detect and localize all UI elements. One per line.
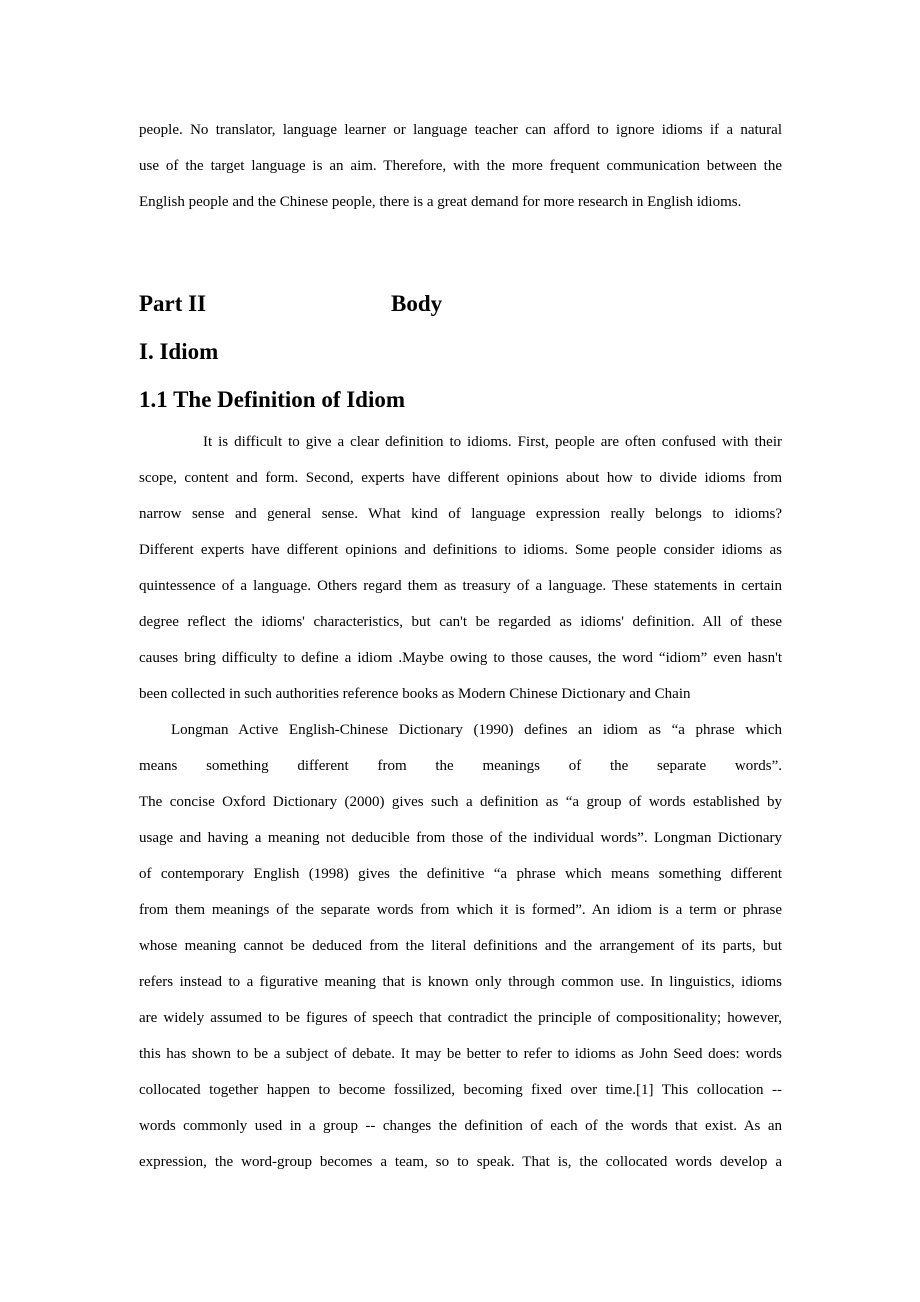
text-line: Longman Active English-Chinese Dictionary (1990) defines an idiom as “a phrase which [171, 722, 782, 738]
definition-paragraph-1 [139, 424, 782, 712]
text-line: collocated together happen to become fossilized, becoming fixed over time.[1] This collocation -- [139, 1082, 782, 1098]
text-line: been collected in such authorities reference books as Modern Chinese Dictionary and Chain [139, 686, 691, 702]
text-line: narrow sense and general sense. What kind of language expression really belongs to idioms? [139, 506, 782, 522]
text-line: causes bring difficulty to define a idiom .Maybe owing to those causes, the word “idiom” even hasn't [139, 650, 782, 666]
text-line: words commonly used in a group -- changes the definition of each of the words that exist. As an [139, 1118, 782, 1134]
text-line: from them meanings of the separate words from which it is formed”. An idiom is a term or phrase [139, 902, 782, 918]
document-page [139, 112, 782, 1180]
text-line: whose meaning cannot be deduced from the literal definitions and the arrangement of its parts, but [139, 938, 782, 954]
text-line: expression, the word-group becomes a team, so to speak. That is, the collocated words develop a [139, 1154, 782, 1170]
paragraph-gap [139, 220, 782, 280]
section-heading: I. Idiom [139, 339, 219, 364]
part-title: Body [391, 291, 443, 316]
definition-paragraph-2 [139, 712, 782, 1180]
text-line: are widely assumed to be figures of speech that contradict the principle of compositionality; however, [139, 1010, 782, 1026]
text-line: English people and the Chinese people, there is a great demand for more research in English idioms. [139, 194, 742, 210]
text-line: quintessence of a language. Others regard them as treasury of a language. These statements in certain [139, 578, 782, 594]
text-line: this has shown to be a subject of debate. It may be better to refer to idioms as John Seed does: words [139, 1046, 782, 1062]
text-line: usage and having a meaning not deducible from those of the individual words”. Longman Dictionary [139, 830, 782, 846]
text-line: use of the target language is an aim. Therefore, with the more frequent communication between the [139, 158, 782, 174]
text-line: people. No translator, language learner or language teacher can afford to ignore idioms if a natural [139, 122, 782, 138]
text-line: means something different from the meanings of the separate words”. [139, 758, 782, 774]
text-line: The concise Oxford Dictionary (2000) gives such a definition as “a group of words established by [139, 794, 782, 810]
text-line: It is difficult to give a clear definition to idioms. First, people are often confused with their [203, 434, 782, 450]
text-line: Different experts have different opinions and definitions to idioms. Some people consider idioms as [139, 542, 782, 558]
text-line: refers instead to a figurative meaning that is known only through common use. In linguistics, idioms [139, 974, 782, 990]
text-line: scope, content and form. Second, experts have different opinions about how to divide idioms from [139, 470, 782, 486]
part-number: Part II [139, 291, 207, 316]
subsection-heading: 1.1 The Definition of Idiom [139, 387, 406, 412]
part-heading [139, 280, 782, 328]
intro-paragraph [139, 112, 782, 220]
text-line: of contemporary English (1998) gives the definitive “a phrase which means something different [139, 866, 782, 882]
text-line: degree reflect the idioms' characteristics, but can't be regarded as idioms' definition. All of these [139, 614, 782, 630]
